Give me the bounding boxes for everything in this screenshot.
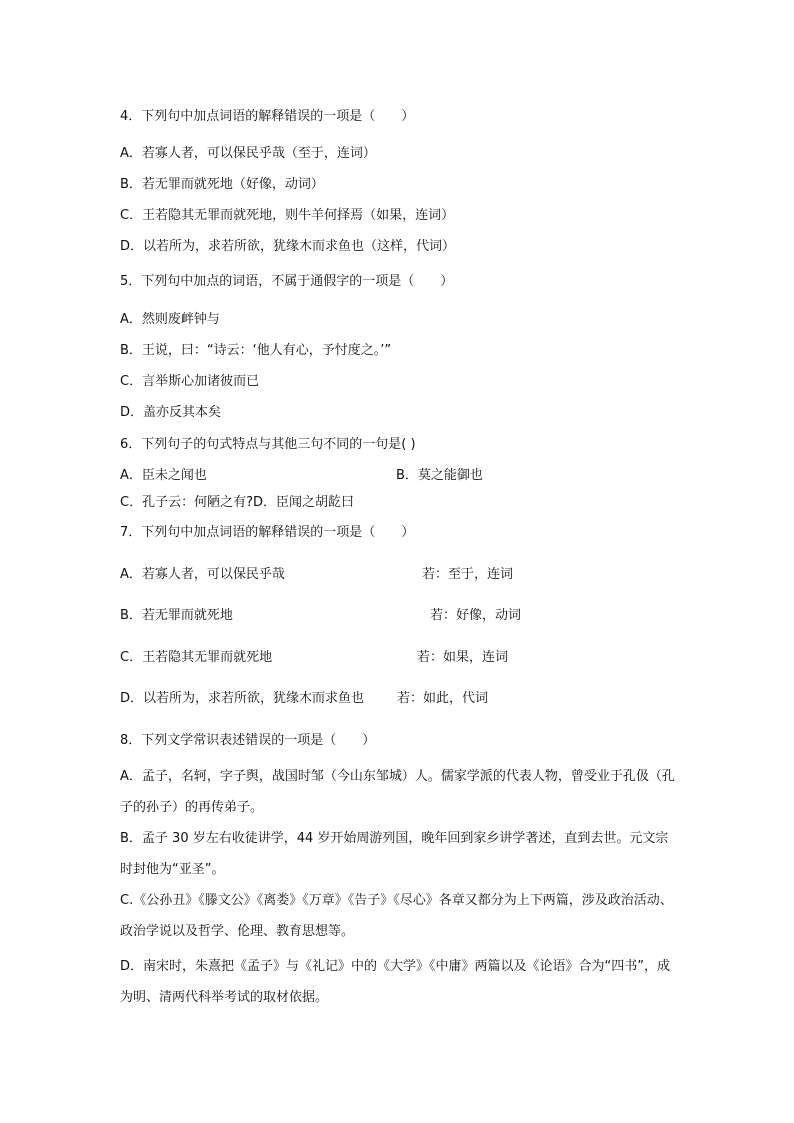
question-7-option-d: D．以若所为，求若所欲，犹缘木而求鱼也 [120, 691, 365, 706]
question-4-option-c: C．王若隐其无罪而就死地，则牛羊何择焉（如果，连词） [120, 208, 455, 223]
question-4-option-a: A．若寡人者，可以保民乎哉（至于，连词） [120, 146, 376, 161]
question-5-option-c: C．言举斯心加诸彼而已 [120, 374, 260, 389]
question-6-options-c-d: C．孔子云：何陋之有?D．臣闻之胡龁曰 [120, 495, 354, 510]
question-7-option-d-gloss: 若：如此，代词 [397, 691, 489, 706]
question-5-option-a: A．然则废衅钟与 [120, 312, 220, 327]
question-5-stem: 5．下列句中加点的词语，不属于通假字的一项是（ ） [120, 274, 454, 289]
question-5-option-b: B．王说，曰：“诗云：‘他人有心，予忖度之。’” [120, 343, 392, 358]
question-7-option-a: A．若寡人者，可以保民乎哉 [120, 567, 285, 582]
question-6-option-a: A．臣未之闻也 [120, 468, 207, 483]
question-6-option-b: B．莫之能御也 [396, 468, 483, 483]
question-6-stem: 6．下列句子的句式特点与其他三句不同的一句是( ) [120, 437, 416, 452]
question-7-option-b: B．若无罪而就死地 [120, 608, 233, 623]
question-4-stem: 4．下列句中加点词语的解释错误的一项是（ ） [120, 109, 415, 124]
question-5-option-d: D．盖亦反其本矣 [120, 405, 222, 420]
question-7-option-b-gloss: 若：好像，动词 [430, 608, 522, 623]
question-7-option-c: C．王若隐其无罪而就死地 [120, 650, 273, 665]
question-4-option-b: B．若无罪而就死地（好像，动词） [120, 177, 324, 192]
question-7-option-c-gloss: 若：如果，连词 [417, 650, 509, 665]
question-7-option-a-gloss: 若：至于，连词 [422, 567, 514, 582]
question-4-option-d: D．以若所为，求若所欲，犹缘木而求鱼也（这样，代词） [120, 239, 456, 254]
question-7-stem: 7．下列句中加点词语的解释错误的一项是（ ） [120, 525, 415, 540]
question-8-option-c: C.《公孙丑》《滕文公》《离娄》《万章》《告子》《尽心》各章又都分为上下两篇，涉及政治活动、政治学说以及哲学、伦理、教育思想等。 [120, 893, 673, 939]
question-8-option-a: A．孟子，名轲，字子舆，战国时邹（今山东邹城）人。儒家学派的代表人物，曾受业于孔伋（孔子的孙子）的再传弟子。 [120, 769, 675, 815]
question-8-option-b: B．孟子 30 岁左右收徒讲学，44 岁开始周游列国，晚年回到家乡讲学著述，直到去世。元文宗时封他为“亚圣”。 [120, 831, 669, 877]
question-8-option-d: D．南宋时，朱熹把《孟子》与《礼记》中的《大学》《中庸》两篇以及《论语》合为“四书”，成为明、清两代科举考试的取材依据。 [120, 959, 670, 1005]
question-8-stem: 8．下列文学常识表述错误的一项是（ ） [120, 733, 376, 748]
